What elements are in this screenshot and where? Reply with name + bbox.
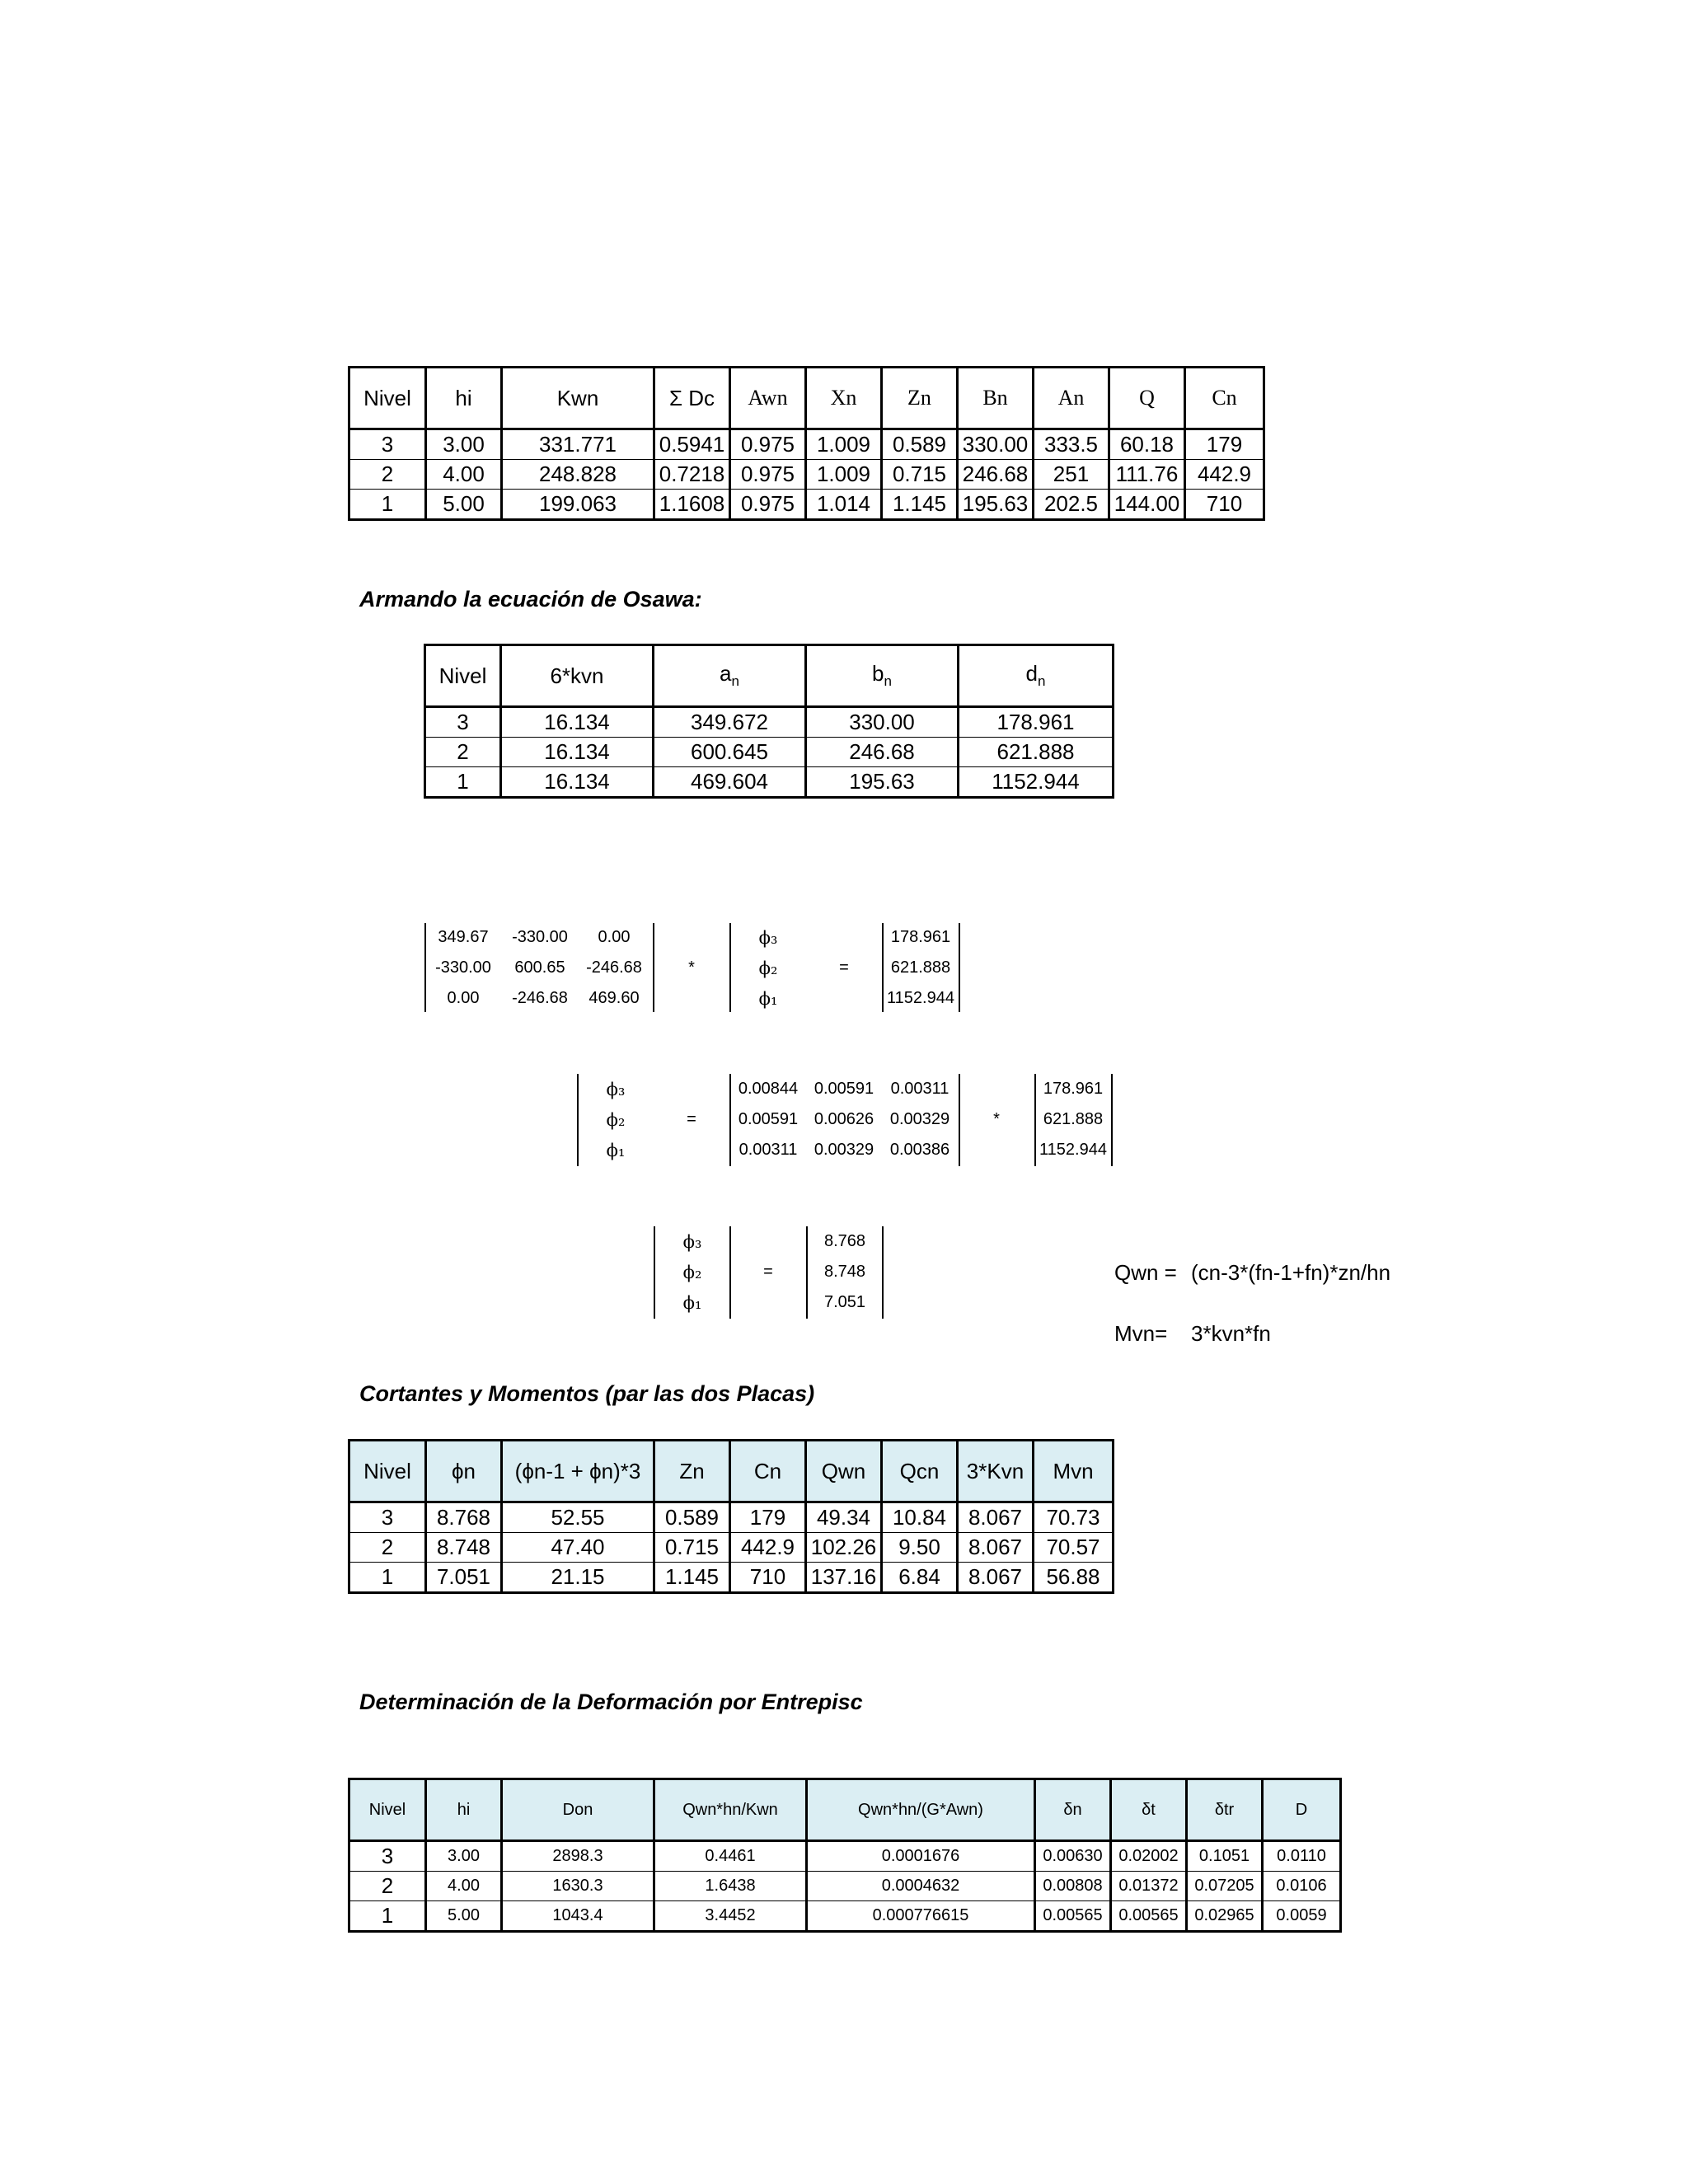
table-cell: 0.5941 bbox=[654, 429, 730, 460]
matrix-cell: 349.67 bbox=[438, 928, 489, 946]
table-cell: 4.00 bbox=[426, 460, 502, 490]
column-header: $a_n$ bbox=[654, 645, 806, 707]
table-cell: 70.57 bbox=[1034, 1533, 1114, 1563]
table-cell: 111.76 bbox=[1109, 460, 1185, 490]
column-header: hi bbox=[426, 1779, 502, 1841]
matrix-cell: 0.00844 bbox=[738, 1080, 799, 1098]
multiply-sign: * bbox=[993, 1110, 1000, 1128]
result-value: 7.051 bbox=[823, 1293, 866, 1311]
table-cell: 8.748 bbox=[426, 1533, 502, 1563]
table-cell: 21.15 bbox=[502, 1563, 654, 1593]
table-cell: 0.589 bbox=[654, 1502, 730, 1533]
osawa-equation-table bbox=[424, 644, 1114, 799]
table-cell: 469.604 bbox=[654, 767, 806, 798]
column-header: Qwn bbox=[806, 1441, 882, 1502]
table-header-row bbox=[349, 1779, 1341, 1841]
table-cell: 1.6438 bbox=[654, 1872, 807, 1901]
column-header: Nivel bbox=[349, 368, 426, 429]
table-cell: 195.63 bbox=[806, 767, 959, 798]
table-cell: 0.1051 bbox=[1187, 1841, 1263, 1872]
table-cell: 3 bbox=[349, 1502, 426, 1533]
matrix-cell: 0.00591 bbox=[814, 1080, 874, 1098]
table-cell: 1.009 bbox=[806, 429, 882, 460]
table-cell: 710 bbox=[1185, 490, 1264, 520]
table-cell: 1 bbox=[349, 1901, 426, 1932]
column-header: Nivel bbox=[349, 1441, 426, 1502]
table-cell: 179 bbox=[1185, 429, 1264, 460]
table-cell: 1.009 bbox=[806, 460, 882, 490]
table-cell: 8.067 bbox=[958, 1502, 1034, 1533]
column-header: Don bbox=[502, 1779, 654, 1841]
table-row bbox=[425, 738, 1114, 767]
equals-sign: = bbox=[763, 1263, 773, 1281]
table-cell: 0.7218 bbox=[654, 460, 730, 490]
mvn-formula-expression: 3*kvn*fn bbox=[1191, 1321, 1271, 1346]
table-cell: 16.134 bbox=[501, 707, 654, 738]
matrix-cell: -330.00 bbox=[512, 928, 568, 946]
table-cell: 246.68 bbox=[806, 738, 959, 767]
matrix-cell: 0.00591 bbox=[738, 1110, 799, 1128]
column-header: Cn bbox=[1185, 368, 1264, 429]
table-cell: 4.00 bbox=[426, 1872, 502, 1901]
table-cell: 442.9 bbox=[730, 1533, 806, 1563]
table-cell: 5.00 bbox=[426, 490, 502, 520]
column-header: (ϕn-1 + ϕn)*3 bbox=[502, 1441, 654, 1502]
rhs-value: 1152.944 bbox=[1039, 1141, 1107, 1159]
table-cell: 0.0106 bbox=[1263, 1872, 1341, 1901]
table-cell: 1.1608 bbox=[654, 490, 730, 520]
matrix-cell: -246.68 bbox=[512, 989, 568, 1007]
phi-symbol: ϕ₁ bbox=[758, 989, 778, 1009]
table-cell: 0.975 bbox=[730, 460, 806, 490]
mvn-formula-label: Mvn= bbox=[1114, 1321, 1168, 1346]
column-header: D bbox=[1263, 1779, 1341, 1841]
phi-symbol: ϕ₁ bbox=[606, 1141, 626, 1160]
column-header: δn bbox=[1035, 1779, 1111, 1841]
table-row bbox=[349, 460, 1264, 490]
phi-symbol: ϕ₂ bbox=[682, 1263, 702, 1282]
table-row bbox=[425, 767, 1114, 798]
matrix-cell: -330.00 bbox=[435, 958, 491, 977]
table-cell: 3 bbox=[425, 707, 501, 738]
table-cell: 3 bbox=[349, 429, 426, 460]
table-cell: 2 bbox=[349, 1872, 426, 1901]
table-cell: 0.0001676 bbox=[807, 1841, 1035, 1872]
column-header: Qwn*hn/(G*Awn) bbox=[807, 1779, 1035, 1841]
table-cell: 1 bbox=[349, 1563, 426, 1593]
table-cell: 52.55 bbox=[502, 1502, 654, 1533]
table-cell: 246.68 bbox=[958, 460, 1034, 490]
table-row bbox=[349, 1901, 1341, 1932]
table-cell: 1 bbox=[349, 490, 426, 520]
table-cell: 331.771 bbox=[502, 429, 654, 460]
phi-symbol: ϕ₃ bbox=[758, 928, 778, 948]
column-header: Zn bbox=[654, 1441, 730, 1502]
qwn-formula-expression: (cn-3*(fn-1+fn)*zn/hn bbox=[1191, 1260, 1391, 1285]
table-header-row bbox=[349, 368, 1264, 429]
table-cell: 248.828 bbox=[502, 460, 654, 490]
column-header: Nivel bbox=[349, 1779, 426, 1841]
table-cell: 102.26 bbox=[806, 1533, 882, 1563]
table-cell: 2 bbox=[349, 460, 426, 490]
equals-sign: = bbox=[839, 958, 849, 977]
qwn-formula-label: Qwn = bbox=[1114, 1260, 1177, 1285]
table-cell: 0.02965 bbox=[1187, 1901, 1263, 1932]
table-cell: 10.84 bbox=[882, 1502, 958, 1533]
table-cell: 330.00 bbox=[806, 707, 959, 738]
column-header: $d_n$ bbox=[959, 645, 1114, 707]
section-heading-deformacion: Determinación de la Deformación por Entrepisc bbox=[359, 1690, 863, 1714]
matrix-cell: 0.00311 bbox=[738, 1141, 798, 1159]
table-header-row bbox=[425, 645, 1114, 707]
phi-symbol: ϕ₂ bbox=[606, 1110, 626, 1130]
table-cell: 0.00808 bbox=[1035, 1872, 1111, 1901]
deformation-table bbox=[348, 1778, 1342, 1933]
table-row bbox=[349, 1841, 1341, 1872]
table-cell: 137.16 bbox=[806, 1563, 882, 1593]
table-cell: 349.672 bbox=[654, 707, 806, 738]
table-cell: 8.768 bbox=[426, 1502, 502, 1533]
table-cell: 710 bbox=[730, 1563, 806, 1593]
table-cell: 0.0059 bbox=[1263, 1901, 1341, 1932]
matrix-cell: 0.00626 bbox=[814, 1110, 874, 1128]
table-row bbox=[349, 1872, 1341, 1901]
matrix-bracket bbox=[959, 923, 960, 1012]
table-cell: 2 bbox=[425, 738, 501, 767]
phi-symbol: ϕ₁ bbox=[682, 1293, 702, 1313]
matrix-cell: 0.00329 bbox=[814, 1141, 874, 1159]
table-cell: 442.9 bbox=[1185, 460, 1264, 490]
matrix-cell: 0.00311 bbox=[890, 1080, 950, 1098]
table-cell: 0.0110 bbox=[1263, 1841, 1341, 1872]
column-header: 3*Kvn bbox=[958, 1441, 1034, 1502]
matrix-bracket bbox=[1111, 1074, 1113, 1166]
table-row bbox=[425, 707, 1114, 738]
column-header: Mvn bbox=[1034, 1441, 1114, 1502]
table-cell: 2898.3 bbox=[502, 1841, 654, 1872]
column-header: Nivel bbox=[425, 645, 501, 707]
multiply-sign: * bbox=[688, 958, 695, 977]
shear-moment-table bbox=[348, 1439, 1114, 1594]
table-cell: 7.051 bbox=[426, 1563, 502, 1593]
column-header: Kwn bbox=[502, 368, 654, 429]
table-cell: 195.63 bbox=[958, 490, 1034, 520]
column-header: Cn bbox=[730, 1441, 806, 1502]
rhs-value: 621.888 bbox=[890, 958, 951, 977]
table-cell: 3.00 bbox=[426, 1841, 502, 1872]
table-cell: 333.5 bbox=[1034, 429, 1109, 460]
table-cell: 1043.4 bbox=[502, 1901, 654, 1932]
table-cell: 47.40 bbox=[502, 1533, 654, 1563]
table-cell: 2 bbox=[349, 1533, 426, 1563]
table-cell: 5.00 bbox=[426, 1901, 502, 1932]
table-cell: 1.145 bbox=[882, 490, 958, 520]
table-cell: 3 bbox=[349, 1841, 426, 1872]
table-cell: 0.07205 bbox=[1187, 1872, 1263, 1901]
table-cell: 60.18 bbox=[1109, 429, 1185, 460]
column-header: Qwn*hn/Kwn bbox=[654, 1779, 807, 1841]
table-cell: 0.02002 bbox=[1111, 1841, 1187, 1872]
section-heading-cortantes: Cortantes y Momentos (par las dos Placas) bbox=[359, 1381, 815, 1406]
rhs-value: 1152.944 bbox=[887, 989, 954, 1007]
column-header: hi bbox=[426, 368, 502, 429]
phi-symbol: ϕ₃ bbox=[682, 1232, 702, 1252]
table-cell: 251 bbox=[1034, 460, 1109, 490]
section-heading-osawa: Armando la ecuación de Osawa: bbox=[359, 587, 702, 612]
table-cell: 0.0004632 bbox=[807, 1872, 1035, 1901]
table-cell: 178.961 bbox=[959, 707, 1114, 738]
table-cell: 0.00565 bbox=[1035, 1901, 1111, 1932]
table-cell: 1.145 bbox=[654, 1563, 730, 1593]
table-cell: 1152.944 bbox=[959, 767, 1114, 798]
table-cell: 144.00 bbox=[1109, 490, 1185, 520]
matrix-cell: 0.00386 bbox=[889, 1141, 950, 1159]
table-cell: 330.00 bbox=[958, 429, 1034, 460]
column-header: Σ Dc bbox=[654, 368, 730, 429]
table-row bbox=[349, 1533, 1114, 1563]
matrix-cell: 469.60 bbox=[588, 989, 640, 1007]
table-header-row bbox=[349, 1441, 1114, 1502]
table-cell: 1 bbox=[425, 767, 501, 798]
table-cell: 0.01372 bbox=[1111, 1872, 1187, 1901]
phi-symbol: ϕ₃ bbox=[606, 1080, 626, 1099]
column-header: Awn bbox=[730, 368, 806, 429]
equals-sign: = bbox=[687, 1110, 696, 1128]
table-cell: 0.975 bbox=[730, 490, 806, 520]
table-cell: 0.715 bbox=[654, 1533, 730, 1563]
table-cell: 0.975 bbox=[730, 429, 806, 460]
column-header: δt bbox=[1111, 1779, 1187, 1841]
column-header: Bn bbox=[958, 368, 1034, 429]
matrix-cell: 0.00 bbox=[447, 989, 480, 1007]
column-header: Xn bbox=[806, 368, 882, 429]
table-cell: 16.134 bbox=[501, 767, 654, 798]
column-header: Qcn bbox=[882, 1441, 958, 1502]
table-cell: 70.73 bbox=[1034, 1502, 1114, 1533]
table-cell: 56.88 bbox=[1034, 1563, 1114, 1593]
column-header: Q bbox=[1109, 368, 1185, 429]
rhs-value: 178.961 bbox=[1043, 1080, 1104, 1098]
matrix-cell: -246.68 bbox=[586, 958, 642, 977]
table-cell: 3.4452 bbox=[654, 1901, 807, 1932]
table-cell: 0.00565 bbox=[1111, 1901, 1187, 1932]
table-cell: 0.715 bbox=[882, 460, 958, 490]
table-cell: 1630.3 bbox=[502, 1872, 654, 1901]
table-cell: 6.84 bbox=[882, 1563, 958, 1593]
column-header: Zn bbox=[882, 368, 958, 429]
table-cell: 8.067 bbox=[958, 1563, 1034, 1593]
table-row bbox=[349, 1563, 1114, 1593]
table-cell: 179 bbox=[730, 1502, 806, 1533]
table-cell: 3.00 bbox=[426, 429, 502, 460]
column-header: ϕn bbox=[426, 1441, 502, 1502]
result-value: 8.748 bbox=[823, 1263, 866, 1281]
table-cell: 9.50 bbox=[882, 1533, 958, 1563]
table-cell: 621.888 bbox=[959, 738, 1114, 767]
table-cell: 202.5 bbox=[1034, 490, 1109, 520]
table-cell: 49.34 bbox=[806, 1502, 882, 1533]
rhs-value: 621.888 bbox=[1043, 1110, 1104, 1128]
table-cell: 0.4461 bbox=[654, 1841, 807, 1872]
table-cell: 0.000776615 bbox=[807, 1901, 1035, 1932]
matrix-bracket bbox=[882, 1226, 884, 1319]
table-cell: 199.063 bbox=[502, 490, 654, 520]
table-cell: 0.00630 bbox=[1035, 1841, 1111, 1872]
osawa-parameters-table bbox=[348, 366, 1265, 521]
table-cell: 1.014 bbox=[806, 490, 882, 520]
table-row bbox=[349, 490, 1264, 520]
result-value: 8.768 bbox=[823, 1232, 866, 1250]
matrix-cell: 600.65 bbox=[514, 958, 565, 977]
phi-symbol: ϕ₂ bbox=[758, 958, 778, 978]
table-cell: 8.067 bbox=[958, 1533, 1034, 1563]
table-cell: 16.134 bbox=[501, 738, 654, 767]
column-header: 6*kvn bbox=[501, 645, 654, 707]
column-header: $b_n$ bbox=[806, 645, 959, 707]
table-cell: 0.589 bbox=[882, 429, 958, 460]
matrix-cell: 0.00 bbox=[598, 928, 631, 946]
column-header: δtr bbox=[1187, 1779, 1263, 1841]
rhs-value: 178.961 bbox=[890, 928, 951, 946]
matrix-cell: 0.00329 bbox=[889, 1110, 950, 1128]
table-cell: 600.645 bbox=[654, 738, 806, 767]
table-row bbox=[349, 1502, 1114, 1533]
table-row bbox=[349, 429, 1264, 460]
column-header: An bbox=[1034, 368, 1109, 429]
